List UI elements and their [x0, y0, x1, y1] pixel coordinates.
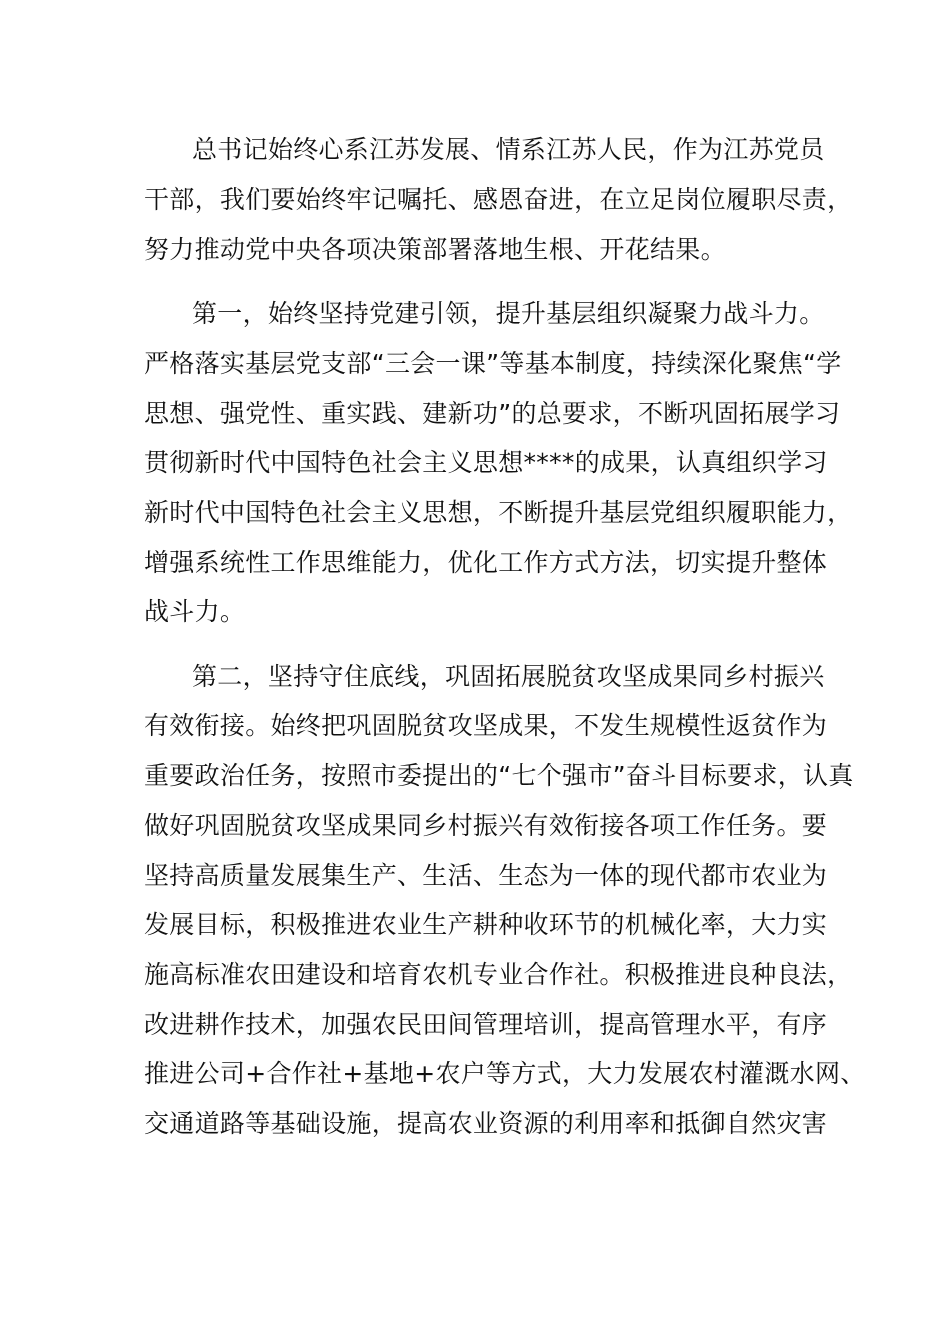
paragraph-3-line-5: 坚持高质量发展集生产、生活、生态为一体的现代都市农业为	[144, 861, 828, 890]
paragraph-2-line-6: 增强系统性工作思维能力，优化工作方式方法，切实提升整体	[144, 548, 828, 577]
paragraph-2-line-5: 新时代中国特色社会主义思想，不断提升基层党组织履职能力，	[144, 498, 853, 527]
paragraph-1-line-1: 总书记始终心系江苏发展、情系江苏人民，作为江苏党员	[192, 135, 825, 164]
paragraph-1-line-2: 干部，我们要始终牢记嘱托、感恩奋进，在立足岗位履职尽责，	[144, 185, 853, 214]
paragraph-3-line-6: 发展目标，积极推进农业生产耕种收环节的机械化率，大力实	[144, 910, 828, 939]
paragraph-3-line-10: 交通道路等基础设施，提高农业资源的利用率和抵御自然灾害	[144, 1109, 828, 1138]
paragraph-2-line-4: 贯彻新时代中国特色社会主义思想****的成果，认真组织学习	[144, 448, 828, 477]
paragraph-2-line-3: 思想、强党性、重实践、建新功”的总要求，不断巩固拓展学习	[144, 399, 841, 428]
paragraph-3-line-2: 有效衔接。始终把巩固脱贫攻坚成果，不发生规模性返贫作为	[144, 711, 828, 740]
paragraph-3-line-4: 做好巩固脱贫攻坚成果同乡村振兴有效衔接各项工作任务。要	[144, 811, 828, 840]
paragraph-3-line-1: 第二，坚持守住底线，巩固拓展脱贫攻坚成果同乡村振兴	[192, 662, 825, 691]
paragraph-2-line-1: 第一，始终坚持党建引领，提升基层组织凝聚力战斗力。	[192, 299, 825, 328]
paragraph-3-line-3: 重要政治任务，按照市委提出的“七个强市”奋斗目标要求，认真	[144, 761, 854, 790]
paragraph-3-line-7: 施高标准农田建设和培育农机专业合作社。积极推进良种良法，	[144, 960, 853, 989]
paragraph-2-line-2: 严格落实基层党支部“三会一课”等基本制度，持续深化聚焦“学	[144, 349, 842, 378]
paragraph-3-line-8: 改进耕作技术，加强农民田间管理培训，提高管理水平，有序	[144, 1010, 828, 1039]
paragraph-1-line-3: 努力推动党中央各项决策部署落地生根、开花结果。	[144, 235, 726, 264]
paragraph-2-line-7: 战斗力。	[144, 597, 246, 626]
paragraph-3-line-9: 推进公司+合作社+基地+农户等方式，大力发展农村灌溉水网、	[144, 1059, 866, 1088]
